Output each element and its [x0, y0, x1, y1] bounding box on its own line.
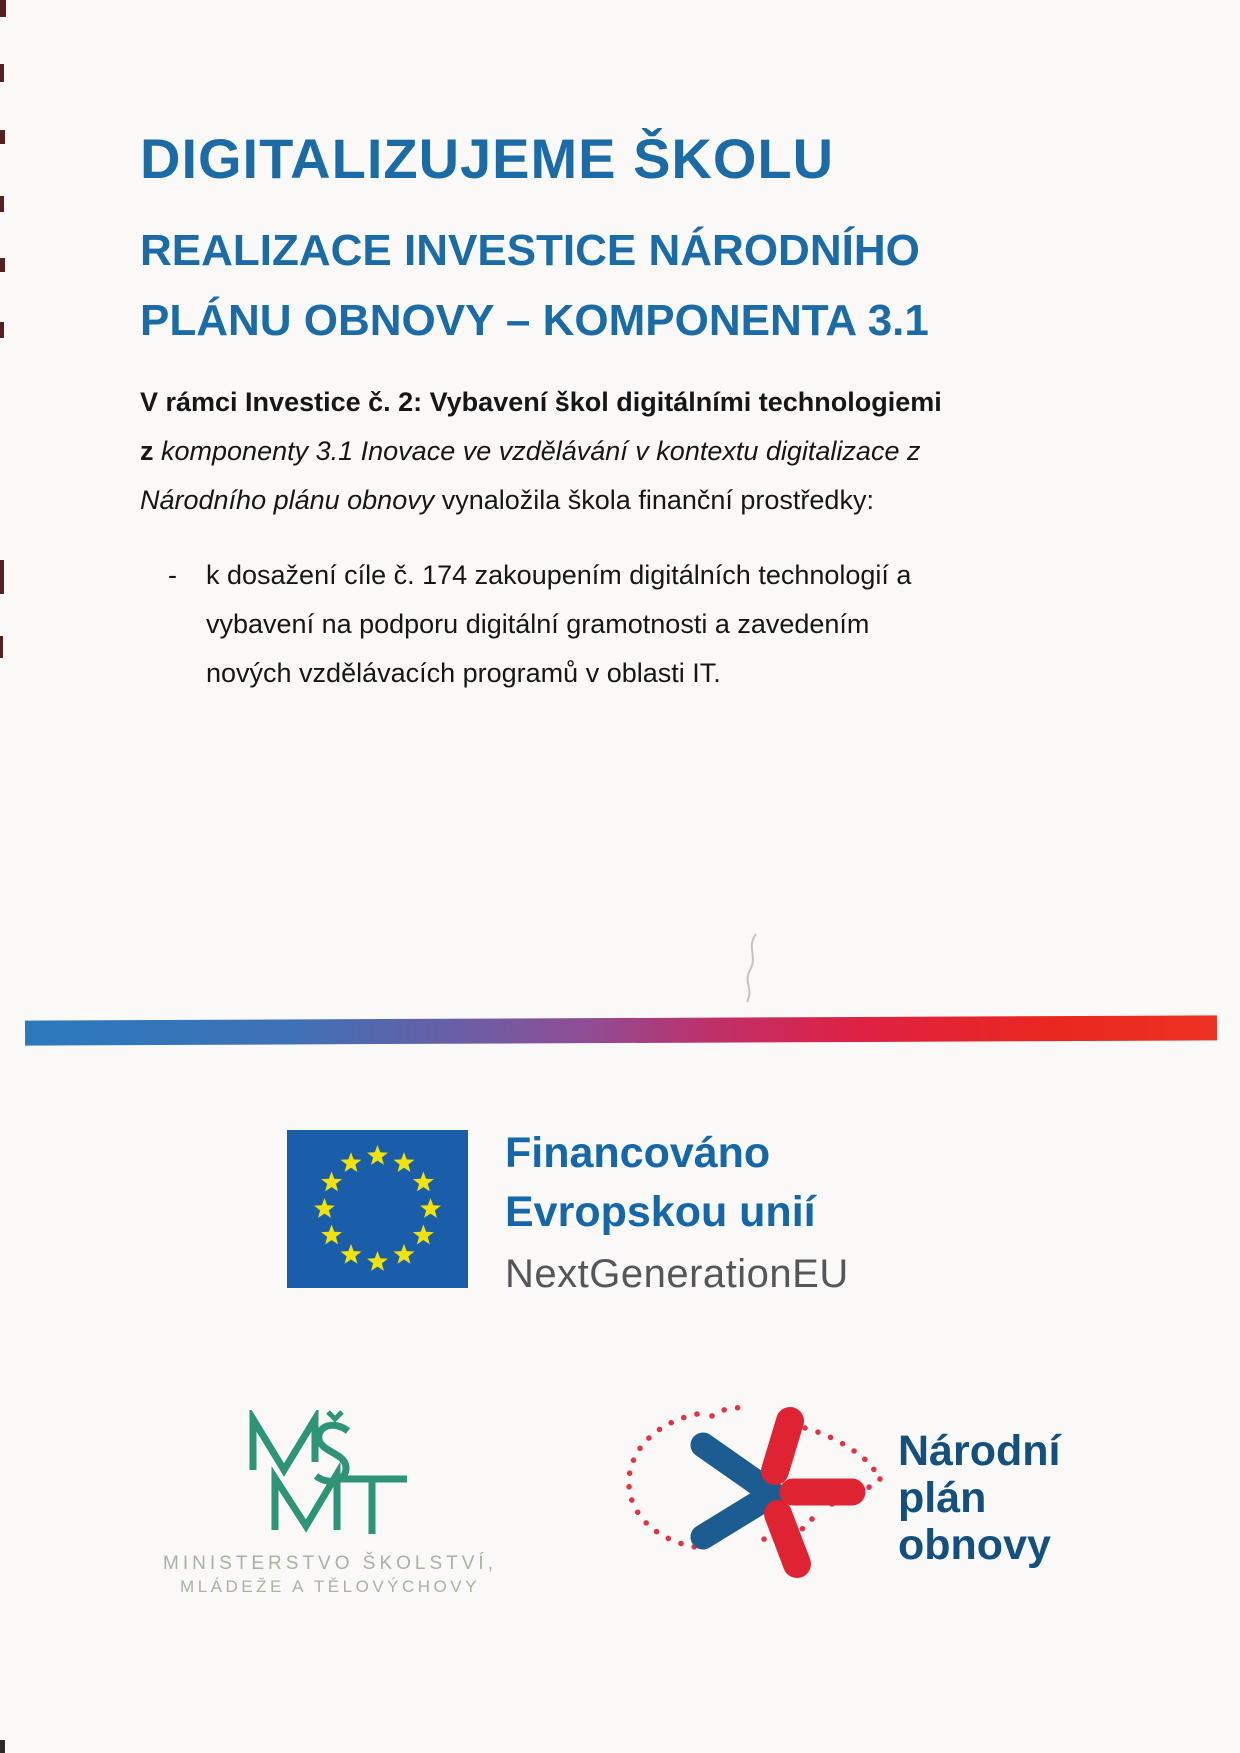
bullet-marker: - [168, 560, 177, 590]
bullet-line-3: nových vzdělávacích programů v oblasti IT. [206, 658, 721, 688]
page-title: DIGITALIZUJEME ŠKOLU [140, 127, 835, 190]
eu-funding-text [505, 1124, 849, 1297]
scan-artifact [0, 322, 4, 338]
msmt-logo-block [150, 1410, 510, 1597]
subtitle-line-1: REALIZACE INVESTICE NÁRODNÍHO [140, 226, 920, 275]
bullet-line-2: vybavení na podporu digitální gramotnosti a zavedením [206, 609, 870, 639]
bullet-text [206, 551, 911, 698]
npo-name [898, 1392, 1060, 1569]
eu-funding-line-1: Financováno [505, 1129, 771, 1177]
intro-line-1: V rámci Investice č. 2: Vybavení škol digitálními technologiemi [140, 387, 942, 417]
page-subtitle [140, 216, 929, 356]
gradient-divider-bar [25, 1015, 1217, 1045]
scan-artifact [0, 196, 4, 212]
msmt-caption-line-2: MLÁDEŽE A TĚLOVÝCHOVY [180, 1577, 480, 1596]
bullet-item [168, 551, 911, 698]
nextgenerationeu-label: NextGenerationEU [505, 1252, 849, 1296]
intro-line-2-italic: komponenty 3.1 Inovace ve vzdělávání v kontextu digitalizace z [161, 436, 921, 466]
eu-funding-line-2: Evropskou unií [505, 1188, 816, 1236]
bullet-line-1: k dosažení cíle č. 174 zakoupením digitálních technologií a [206, 560, 912, 590]
scan-artifact [0, 0, 6, 17]
intro-line-3-italic: Národního plánu obnovy [140, 485, 435, 515]
subtitle-line-2: PLÁNU OBNOVY – KOMPONENTA 3.1 [140, 296, 929, 345]
intro-line-3-regular: vynaložila škola finanční prostředky: [441, 485, 874, 515]
intro-paragraph [140, 378, 942, 525]
scan-artifact [0, 64, 4, 82]
scan-artifact [0, 1740, 5, 1753]
npo-logo-block [600, 1392, 1060, 1602]
npo-name-line-3: obnovy [898, 1521, 1051, 1569]
intro-line-2-lead: z [140, 436, 154, 466]
npo-name-line-2: plán [898, 1474, 987, 1522]
npo-mark-icon [600, 1392, 892, 1602]
scan-artifact [0, 258, 5, 272]
scan-artifact [0, 560, 4, 594]
msmt-caption-line-1: MINISTERSTVO ŠKOLSTVÍ, [163, 1553, 497, 1574]
scan-artifact [0, 636, 3, 658]
eu-flag-icon [287, 1130, 468, 1288]
scan-artifact [0, 130, 5, 144]
npo-name-line-1: Národní [898, 1427, 1061, 1475]
scan-hair-artifact [738, 932, 768, 1004]
msmt-monogram-icon [244, 1410, 416, 1538]
